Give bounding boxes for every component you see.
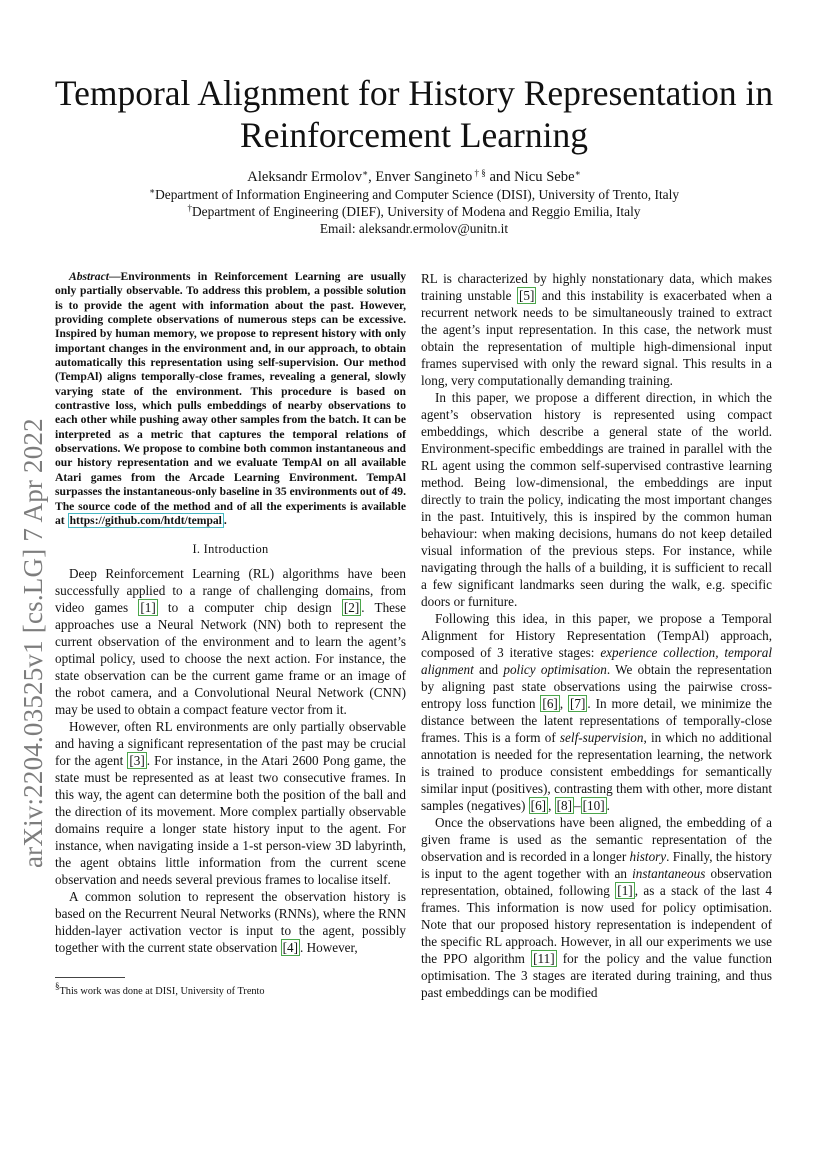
- citation-link[interactable]: [1]: [617, 883, 633, 898]
- intro-paragraph-7: Once the observations have been aligned, the embedding of a given frame is used as the semantic representation of the observation and is recorded in a longer history. Finally, the history is input to the agent together with an instantaneous observation representation, obtained, following [1] , as a stack of the last 4 frames. This information is now used for policy optimisation. Note that our proposed history representation is independent of the specific RL approach. However, in all our experiments we use the PPO algorithm [11] for the policy and the value function optimisation. The 3 stages are iterated during training, and thus past embeddings can be modified: [421, 815, 772, 1000]
- author-name: Aleksandr Ermolov: [247, 169, 362, 185]
- author-mark: † §: [472, 168, 486, 178]
- source-code-link[interactable]: https://github.com/htdt/tempal: [69, 513, 222, 527]
- author-mark: ∗: [362, 168, 369, 178]
- intro-paragraph-2: However, often RL environments are only partially observable and having a significant representation of the past may be crucial for the agent [3] . For instance, in the Atari 2600 Pong game, the state must be represented as at least two consecutive frames. In this way, the agent can determine both the position of the ball and the direction of its movement. More complex partially observable domains require a longer state history input to the agent. For instance, when navigating inside a 1-st person-view 3D labyrinth, the agent obtains little information from the current scene observation and needs several previous frames to localise itself.: [55, 719, 406, 888]
- citation-link[interactable]: [1]: [140, 600, 156, 616]
- citation-link[interactable]: [5]: [519, 288, 535, 303]
- author-email: Email: aleksandr.ermolov@unitn.it: [319, 221, 509, 236]
- intro-paragraph-1: Deep Reinforcement Learning (RL) algorithms have been successfully applied to a range of challenging domains, from video games [1] to a computer chip design [2] . These approaches use a Neural Network (NN) both to represent the current observation of the environment and to learn the agent’s optimal policy, used to choose the next action. For instance, the state observation can be the current game frame or an image of the robot camera, and a Convolutional Neural Network (CNN) may be used to obtain a compact feature vector from it.: [55, 566, 407, 718]
- abstract-dash: —: [108, 270, 121, 283]
- author-mark: ∗: [574, 168, 581, 178]
- intro-paragraph-5: In this paper, we propose a different direction, in which the agent’s observation history is represented using compact embeddings, which describe a general state of the world. Environment-specific embeddings are trained in parallel with the RL agent using the common self-supervised contrastive learning method. Being low-dimensional, the embeddings are input directly to train the policy, indicating the most important changes in the past. Intuitively, this is inspired by the common human behaviour: when making decisions, humans do not keep detailed visual information of the previous steps. For instance, while navigating through the halls of a building, it is sufficient to recall a few significant landmarks seen during the walk, e.g. specific doors or furniture.: [421, 390, 772, 609]
- footnote-rule: [55, 977, 125, 978]
- affiliation-mark: †: [187, 203, 193, 213]
- footnote: [55, 981, 265, 997]
- abstract-label: Abstract: [69, 270, 109, 283]
- arxiv-identifier-stamp: arXiv:2204.03525v1 [cs.LG] 7 Apr 2022: [18, 418, 48, 868]
- abstract-end: .: [223, 513, 227, 527]
- affiliation-mark: ∗: [148, 186, 156, 196]
- citation-link[interactable]: [11]: [533, 951, 555, 966]
- citation-link[interactable]: [3]: [129, 753, 145, 769]
- citation-link[interactable]: [2]: [343, 600, 360, 616]
- citation-link[interactable]: [6]: [542, 696, 558, 711]
- author-separator: and: [485, 169, 515, 185]
- emphasis: history: [629, 849, 667, 864]
- intro-paragraph-4: RL is characterized by highly nonstationary data, which makes training unstable [5] and this instability is exacerbated when a recurrent network needs to be simultaneously trained to extract the agent’s input representation. In this case, the network must obtain the representation of multiple high-dimensional input frames supervised with only the reward signal. This results in a long, very computationally demanding training.: [421, 271, 773, 388]
- emphasis: experience collection, temporal alignment: [421, 645, 772, 677]
- citation-link[interactable]: [10]: [582, 798, 605, 813]
- intro-paragraph-6: Following this idea, in this paper, we propose a Temporal Alignment for History Representation (TempAl) approach, composed of 3 iterative stages: experience collection, temporal alignment and policy optimisation. We obtain the representation by aligning past state observations using the pairwise cross-entropy loss function [6] , [7] . In more detail, we minimize the distance between the latent representations of temporally-close frames. This is a form of self-supervision, in which no additional annotation is needed for the representation learning, the network is trained to produce consistent embeddings for semantically similar input (positives), contrasting them with other, more distant samples (negatives) [6] , [8] – [10] .: [421, 611, 772, 813]
- affiliation-2: [40, 204, 788, 220]
- author-separator: ,: [368, 169, 376, 185]
- emphasis: self-supervision: [559, 730, 644, 745]
- emphasis: policy optimisation: [503, 662, 607, 677]
- intro-paragraph-3: A common solution to represent the observation history is based on the Recurrent Neural Networks (RNNs), where the RNN hidden-layer activation vector is input to the agent, possibly together with the current state observation [4] . However,: [55, 889, 406, 956]
- affiliation-text: Department of Information Engineering and Computer Science (DISI), University of Trento, Italy: [155, 187, 680, 202]
- right-column: [421, 270, 772, 1001]
- affiliation-1: [40, 187, 788, 203]
- citation-link[interactable]: [8]: [556, 798, 573, 813]
- citation-link[interactable]: [6]: [530, 798, 547, 813]
- author-name: Enver Sangineto: [375, 169, 473, 185]
- emphasis: instantaneous: [632, 866, 706, 881]
- left-column: [55, 270, 406, 956]
- citation-link[interactable]: [4]: [282, 940, 298, 956]
- affiliation-text: Department of Engineering (DIEF), University of Modena and Reggio Emilia, Italy: [192, 204, 641, 219]
- section-heading-introduction: I. Introduction: [192, 542, 269, 557]
- abstract: [55, 270, 406, 528]
- paper-title: Temporal Alignment for History Representation in Reinforcement Learning: [54, 73, 774, 155]
- footnote-mark: §: [55, 981, 60, 991]
- abstract-text: Environments in Reinforcement Learning are usually only partially observable. To address this problem, a possible solution is to provide the agent with information about the past. However, providing complete observations of numerous steps can be excessive. Inspired by human memory, we propose to represent history with only important changes in the environment and, in our approach, to obtain automatically this representation using self-supervision. Our method (TempAl) aligns temporally-close frames, revealing a general, slowly varying state of the environment. This procedure is based on contrastive loss, which pulls embeddings of nearby observations to each other while pushing away other samples from the batch. It can be interpreted as a metric that captures the temporal relations of observations. We propose to combine both common instantaneous and our history representation and we evaluate TempAl on all available Atari games from the Arcade Learning Environment. TempAl surpasses the instantaneous-only baseline in 35 environments out of 49. The source code of the method and of all the experiments is available at: [55, 270, 406, 527]
- author-list: [40, 169, 788, 186]
- footnote-text: This work was done at DISI, University of Trento: [59, 986, 265, 997]
- author-name: Nicu Sebe: [514, 169, 575, 185]
- citation-link[interactable]: [7]: [570, 696, 586, 711]
